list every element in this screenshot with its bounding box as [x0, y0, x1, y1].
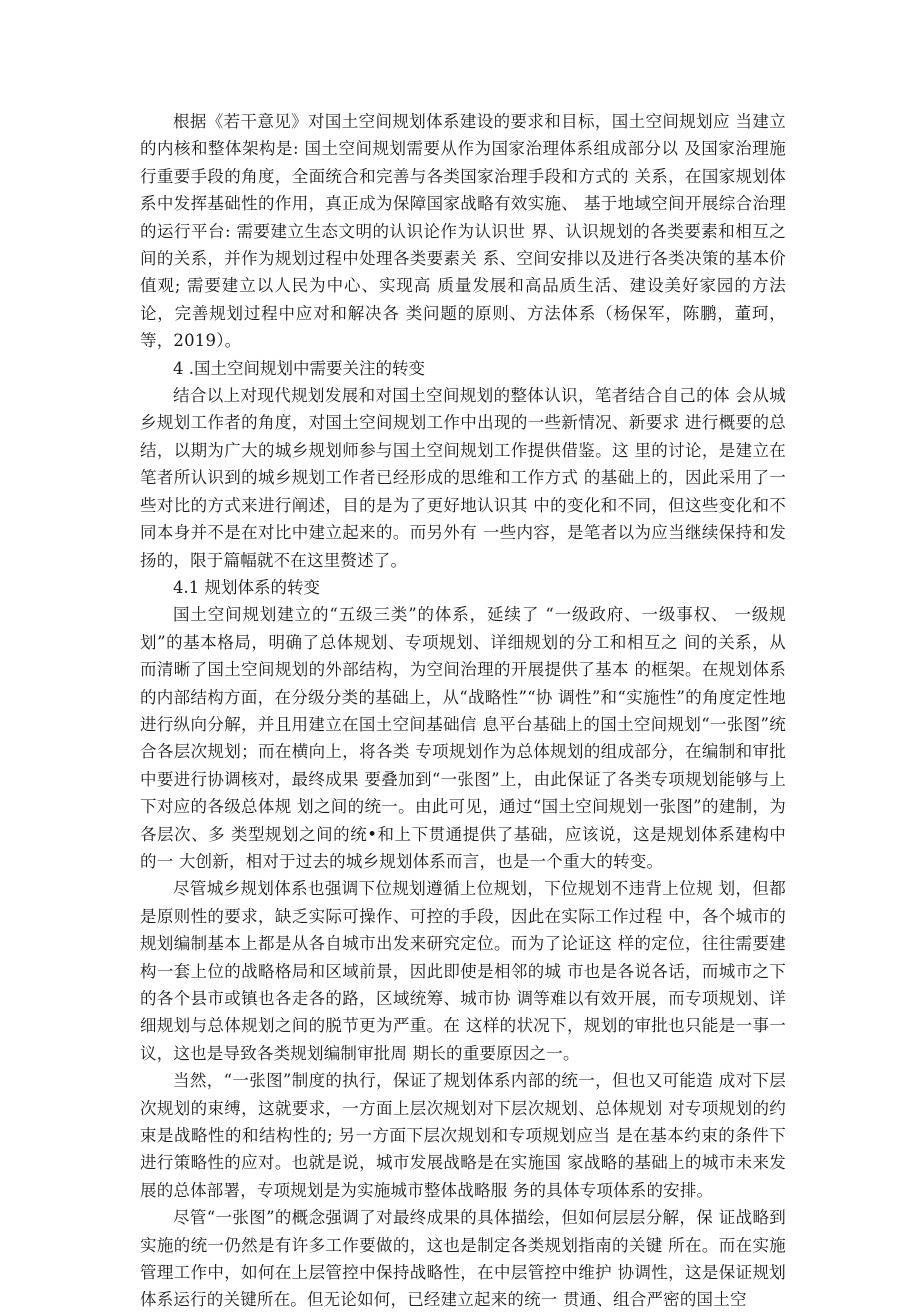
paragraph-requirements: 根据《若干意见》对国土空间规划体系建设的要求和目标，国土空间规划应 当建立的内核和整体架构是: 国土空间规划需要从作为国家治理体系组成部分以 及国家治理施行重要手段的角度，全面统合和完善与各类国家治理手段和方式的 关系，在国家规划体系中发挥基础性的作用，真正成为保障国家战略有效实施、 基于地域空间开展综合治理的运行平台: 需要建立生态文明的认识论作为认识世 界、认识规划的各类要素和相互之间的关系，并作为规划过程中处理各类要素关 系、空间安排以及进行各类决策的基本价值观; 需要建立以人民为中心、实现高 质量发展和高品质生活、建设美好家园的方法论，完善规划过程中应对和解决各 类问题的原则、方法体系（杨保军，陈鹏，董珂，等，2019）。 — [140, 112, 786, 351]
document-page — [140, 108, 786, 1314]
paragraph-one-map-concept: 尽管“一张图”的概念强调了对最终成果的具体描绘，但如何层层分解，保 证战略到实施的统一仍然是有许多工作要做的，这也是制定各类规划指南的关键 所在。而在实施管理工作中，如何在上层管控中保持战略性，在中层管控中维护 协调性，这是保证规划体系运行的关键所在。但无论如何，已经建立起来的统一 贯通、组合严密的国土空 — [140, 1208, 786, 1310]
paragraph-one-map-constraint: 当然，“一张图”制度的执行，保证了规划体系内部的统一，但也又可能造 成对下层次规划的束缚，这就要求，一方面上层次规划对下层次规划、总体规划 对专项规划的约束是战略性的和结构性的; 另一方面下层次规划和专项规划应当 是在基本约束的条件下进行策略性的应对。也就是说，城市发展战略是在实施国 家战略的基础上的城市未来发展的总体部署，专项规划是为实施城市整体战略服 务的具体专项体系的安排。 — [140, 1071, 786, 1200]
paragraph-overview: 结合以上对现代规划发展和对国土空间规划的整体认识，笔者结合自己的体 会从城乡规划工作者的角度，对国土空间规划工作中出现的一些新情况、新要求 进行概要的总结，以期为广大的城乡规划师参与国土空间规划工作提供借鉴。这 里的讨论，是建立在笔者所认识到的城乡规划工作者已经形成的思维和工作方式 的基础上的，因此采用了一些对比的方式来进行阐述，目的是为了更好地认识其 中的变化和不同，但这些变化和不同本身并不是在对比中建立起来的。而另外有 一些内容，是笔者以为应当继续保持和发扬的，限于篇幅就不在这里赘述了。 — [140, 386, 786, 570]
paragraph-urban-rural-system: 尽管城乡规划体系也强调下位规划遵循上位规划，下位规划不违背上位规 划，但都是原则性的要求，缺乏实际可操作、可控的手段，因此在实际工作过程 中，各个城市的规划编制基本上都是从各自城市出发来研究定位。而为了论证这 样的定位，往往需要建构一套上位的战略格局和区域前景，因此即使是相邻的城 市也是各说各话，而城市之下的各个县市或镇也各走各的路，区域统筹、城市协 调等难以有效开展，而专项规划、详细规划与总体规划之间的脱节更为严重。在 这样的状况下，规划的审批也只能是一事一议，这也是导致各类规划编制审批周 期长的重要原因之一。 — [140, 879, 786, 1063]
section-heading-4: 4 .国土空间规划中需要关注的转变 — [173, 358, 425, 378]
section-heading-4-1: 4.1 规划体系的转变 — [173, 577, 320, 597]
paragraph-planning-system: 国土空间规划建立的“五级三类”的体系，延续了 “一级政府、一级事权、 一级规划”的基本格局，明确了总体规划、专项规划、详细规划的分工和相互之 间的关系，从而清晰了国土空间规划的外部结构，为空间治理的开展提供了基本 的框架。在规划体系的内部结构方面，在分级分类的基础上，从“战略性”“协 调性”和“实施性”的角度定性地进行纵向分解，并且用建立在国土空间基础信 息平台基础上的国土空间规划“一张图”统合各层次规划；而在横向上，将各类 专项规划作为总体规划的组成部分，在编制和审批中要进行协调核对，最终成果 要叠加到“一张图”上，由此保证了各类专项规划能够与上下对应的各级总体规 划之间的统一。由此可见，通过“国土空间规划一张图”的建制，为各层次、多 类型规划之间的统•和上下贯通提供了基础，应该说，这是规划体系建构中的一 大创新，相对于过去的城乡规划体系而言，也是一个重大的转变。 — [140, 605, 786, 871]
